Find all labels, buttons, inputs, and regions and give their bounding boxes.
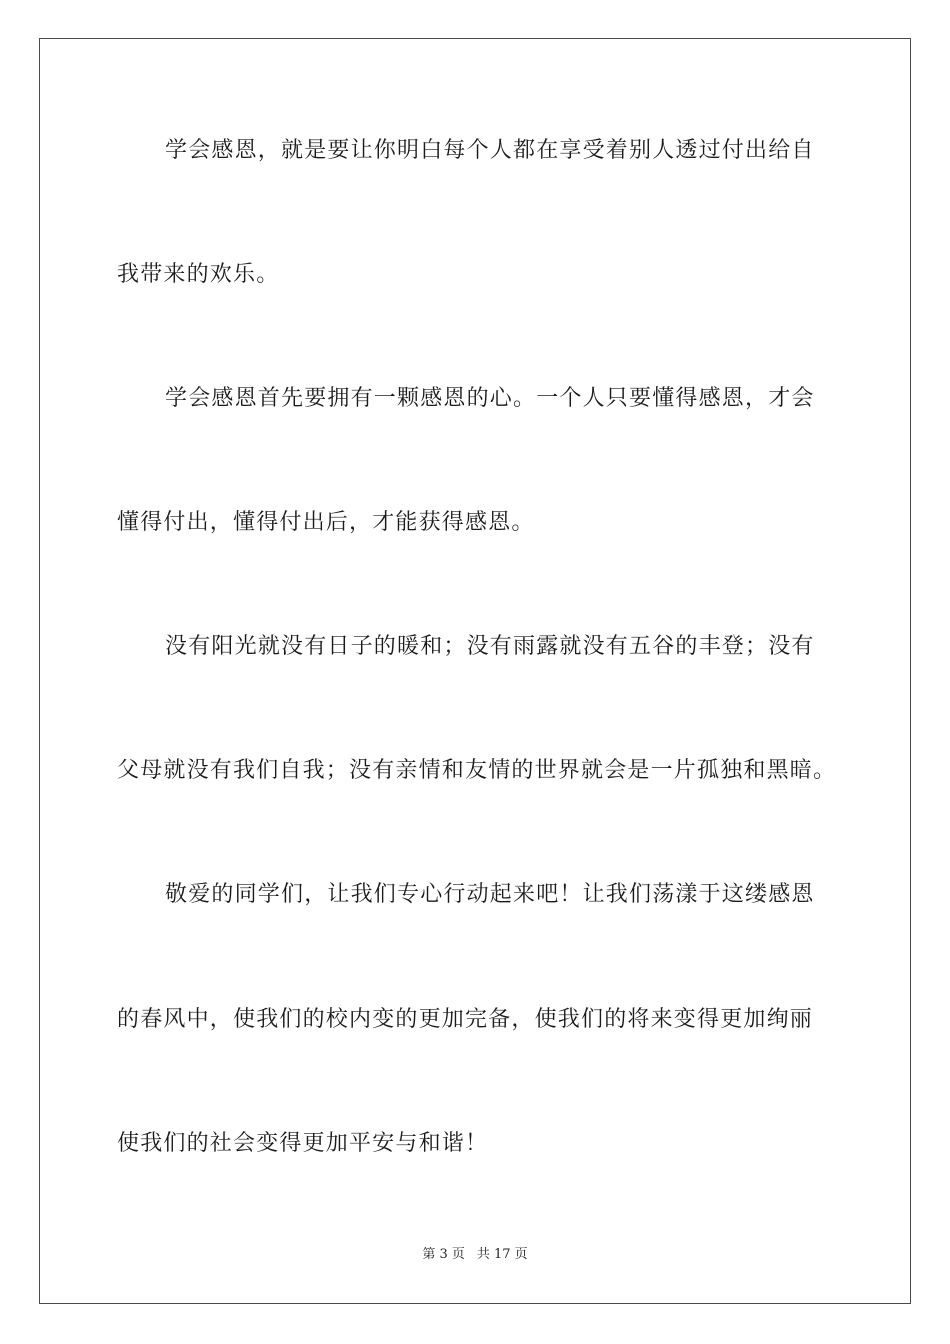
paragraph-3-line-1: 没有阳光就没有日子的暖和；没有雨露就没有五谷的丰登；没有 <box>165 634 815 659</box>
page-total: 共 17 页 <box>476 1247 528 1262</box>
paragraph-2-line-2: 懂得付出，懂得付出后，才能获得感恩。 <box>117 510 535 535</box>
page-number: 第 3 页 <box>422 1247 465 1262</box>
paragraph-2-line-1: 学会感恩首先要拥有一颗感恩的心。一个人只要懂得感恩，才会 <box>165 386 815 411</box>
paragraph-1-line-2: 我带来的欢乐。 <box>117 262 280 287</box>
paragraph-4-line-1: 敬爱的同学们，让我们专心行动起来吧！让我们荡漾于这缕感恩 <box>165 882 815 907</box>
paragraph-3-line-2: 父母就没有我们自我；没有亲情和友情的世界就会是一片孤独和黑暗。 <box>117 758 837 783</box>
paragraph-4-line-3: 使我们的社会变得更加平安与和谐！ <box>117 1131 489 1156</box>
page-border <box>39 38 911 1304</box>
paragraph-1-line-1: 学会感恩，就是要让你明白每个人都在享受着别人透过付出给自 <box>165 138 815 163</box>
paragraph-4-line-2: 的春风中，使我们的校内变的更加完备，使我们的将来变得更加绚丽 <box>117 1007 814 1032</box>
page-footer <box>0 1246 950 1264</box>
